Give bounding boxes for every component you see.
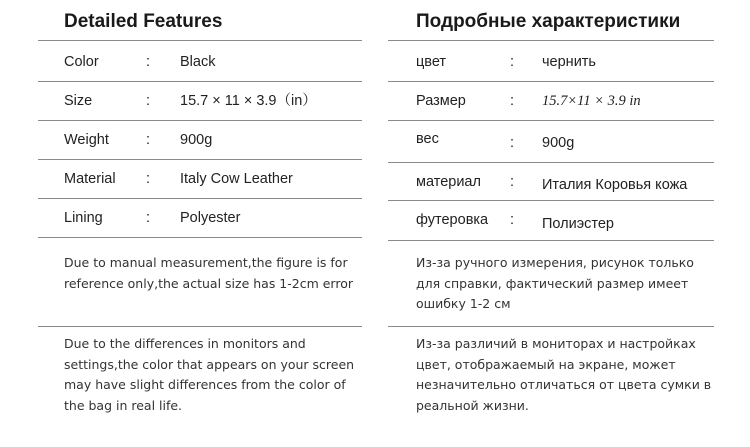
divider bbox=[388, 326, 714, 327]
separator: : bbox=[146, 210, 151, 226]
feature-row-lining bbox=[38, 199, 362, 237]
feature-value: Италия Коровья кожа bbox=[542, 177, 688, 193]
divider bbox=[388, 240, 714, 241]
feature-row-lining bbox=[388, 201, 714, 239]
separator: : bbox=[510, 212, 515, 228]
separator: : bbox=[146, 54, 151, 70]
feature-label: вес bbox=[416, 131, 439, 147]
feature-label: Размер bbox=[416, 93, 466, 109]
feature-row-material bbox=[388, 163, 714, 201]
measurement-note: Due to manual measurement,the figure is for reference only,the actual size has 1-2cm error bbox=[64, 255, 354, 291]
separator: : bbox=[146, 93, 151, 109]
feature-value: Black bbox=[180, 54, 216, 70]
panel-title: Detailed Features bbox=[64, 11, 223, 32]
separator: : bbox=[146, 132, 151, 148]
feature-label: цвет bbox=[416, 54, 447, 70]
divider bbox=[388, 40, 714, 41]
feature-row-color bbox=[388, 43, 714, 81]
feature-value: 900g bbox=[542, 135, 575, 151]
feature-value: 15.7×11 × 3.9 in bbox=[542, 93, 641, 109]
feature-value: Italy Cow Leather bbox=[180, 171, 293, 187]
feature-label: материал bbox=[416, 174, 481, 190]
separator: : bbox=[510, 54, 515, 70]
feature-row-size bbox=[38, 82, 362, 120]
feature-row-material bbox=[38, 160, 362, 198]
feature-label: Size bbox=[64, 93, 93, 109]
feature-label: Color bbox=[64, 54, 99, 70]
separator: : bbox=[510, 174, 515, 190]
feature-row-size bbox=[388, 82, 714, 120]
panel-title: Подробные характеристики bbox=[416, 11, 681, 32]
feature-value: 900g bbox=[180, 132, 213, 148]
measurement-note: Из-за ручного измерения, рисунок только для справки, фактический размер имеет ошибку 1-2 см bbox=[416, 255, 694, 311]
feature-row-color bbox=[38, 43, 362, 81]
divider bbox=[38, 40, 362, 41]
feature-label: футеровка bbox=[416, 212, 489, 228]
feature-value: Полиэстер bbox=[542, 216, 614, 232]
divider bbox=[38, 326, 362, 327]
feature-label: Lining bbox=[64, 210, 103, 226]
color-note: Due to the differences in monitors and settings,the color that appears on your screen may have slight differences from the color of the bag in real life. bbox=[64, 336, 355, 413]
feature-value: Polyester bbox=[180, 210, 241, 226]
feature-label: Weight bbox=[64, 132, 109, 148]
feature-row-weight bbox=[388, 124, 714, 162]
feature-value: чернить bbox=[542, 54, 596, 70]
feature-label: Material bbox=[64, 171, 116, 187]
separator: : bbox=[510, 135, 515, 151]
divider bbox=[38, 237, 362, 238]
feature-value: 15.7 × 11 × 3.9（in） bbox=[180, 93, 317, 109]
color-note: Из-за различий в мониторах и настройках цвет, отображаемый на экране, может незначительно отличаться от цвета сумки в реальной жизни. bbox=[416, 336, 712, 413]
separator: : bbox=[146, 171, 151, 187]
separator: : bbox=[510, 93, 515, 109]
feature-row-weight bbox=[38, 121, 362, 159]
